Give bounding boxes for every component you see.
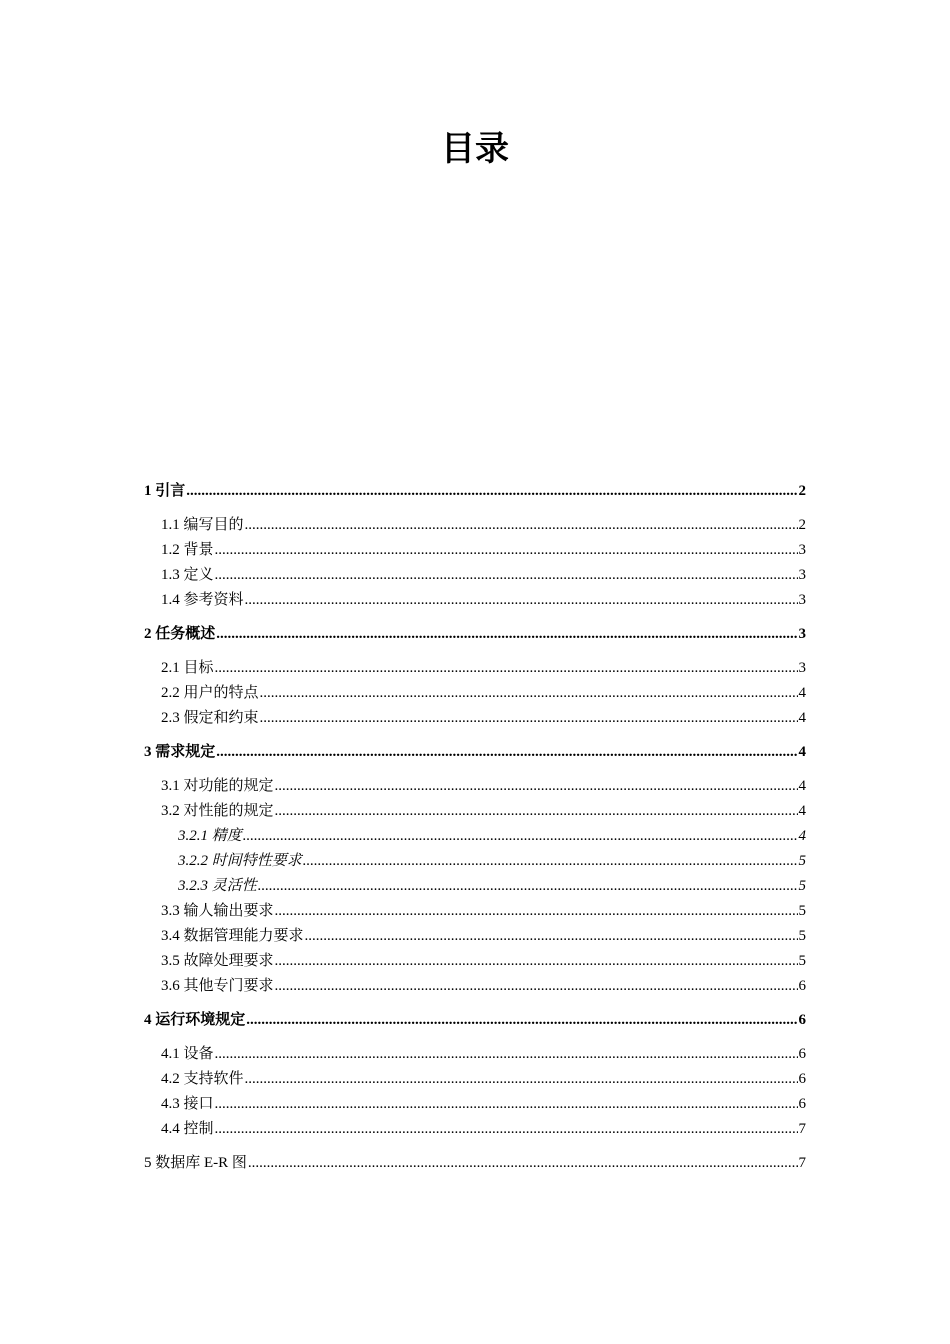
toc-entry-label: 2.1 目标 — [161, 660, 214, 676]
toc-entry-page: 4 — [798, 778, 806, 794]
toc-dot-leader — [186, 479, 797, 504]
toc-dot-leader — [215, 1042, 798, 1067]
toc-entry-label: 3.5 故障处理要求 — [161, 953, 274, 969]
toc-dot-leader — [275, 949, 798, 974]
toc-dot-leader — [275, 899, 798, 924]
toc-entry-page: 6 — [798, 1096, 806, 1112]
toc-entry[interactable] — [144, 799, 806, 824]
toc-entry-page: 4 — [798, 685, 806, 701]
toc-entry[interactable] — [144, 740, 806, 765]
toc-entry-page: 2 — [798, 483, 806, 499]
toc-dot-leader — [275, 974, 798, 999]
toc-entry-label: 1.2 背景 — [161, 542, 214, 558]
toc-entry-label: 2 任务概述 — [144, 626, 216, 642]
toc-entry[interactable] — [144, 1092, 806, 1117]
toc-entry-label: 3.2.3 灵活性 — [178, 878, 257, 894]
page-title: 目录 — [441, 129, 509, 169]
toc-entry[interactable] — [144, 479, 806, 504]
toc-entry-label: 4.4 控制 — [161, 1121, 214, 1137]
toc-entry[interactable] — [144, 681, 806, 706]
toc-entry[interactable] — [144, 874, 806, 899]
table-of-contents — [144, 479, 806, 1176]
toc-dot-leader — [245, 1067, 798, 1092]
toc-entry-page: 4 — [798, 803, 806, 819]
toc-entry-page: 7 — [798, 1155, 806, 1171]
toc-dot-leader — [258, 874, 798, 899]
toc-entry-label: 1 引言 — [144, 483, 186, 499]
toc-entry[interactable] — [144, 1008, 806, 1033]
toc-entry[interactable] — [144, 774, 806, 799]
toc-entry-page: 7 — [798, 1121, 806, 1137]
toc-entry-page: 3 — [798, 542, 806, 558]
toc-entry[interactable] — [144, 1117, 806, 1142]
toc-entry-label: 3.3 输人输出要求 — [161, 903, 274, 919]
toc-entry-label: 2.3 假定和约束 — [161, 710, 259, 726]
toc-entry[interactable] — [144, 1067, 806, 1092]
toc-entry-page: 6 — [798, 1071, 806, 1087]
toc-dot-leader — [260, 681, 798, 706]
toc-entry[interactable] — [144, 1151, 806, 1176]
toc-dot-leader — [243, 824, 798, 849]
toc-dot-leader — [215, 1092, 798, 1117]
toc-entry-page: 5 — [798, 878, 806, 894]
toc-dot-leader — [245, 588, 798, 613]
toc-dot-leader — [215, 538, 798, 563]
toc-entry-page: 3 — [798, 626, 806, 642]
toc-entry[interactable] — [144, 706, 806, 731]
toc-entry-page: 3 — [798, 567, 806, 583]
toc-dot-leader — [248, 1151, 798, 1176]
toc-dot-leader — [260, 706, 798, 731]
toc-entry-label: 3.2 对性能的规定 — [161, 803, 274, 819]
toc-entry[interactable] — [144, 588, 806, 613]
toc-entry[interactable] — [144, 538, 806, 563]
toc-entry-page: 3 — [798, 660, 806, 676]
toc-entry-page: 5 — [798, 853, 806, 869]
toc-entry-page: 5 — [798, 953, 806, 969]
toc-entry-page: 6 — [798, 1012, 806, 1028]
toc-entry-page: 5 — [798, 928, 806, 944]
toc-entry-page: 6 — [798, 978, 806, 994]
toc-entry[interactable] — [144, 824, 806, 849]
toc-entry-label: 4.2 支持软件 — [161, 1071, 244, 1087]
toc-dot-leader — [246, 1008, 797, 1033]
toc-entry-label: 3.6 其他专门要求 — [161, 978, 274, 994]
toc-entry-label: 3.4 数据管理能力要求 — [161, 928, 304, 944]
toc-entry-label: 1.3 定义 — [161, 567, 214, 583]
toc-entry-label: 5 数据库 E-R 图 — [144, 1155, 247, 1171]
toc-entry-page: 5 — [798, 903, 806, 919]
toc-dot-leader — [215, 1117, 798, 1142]
toc-entry-label: 1.4 参考资料 — [161, 592, 244, 608]
toc-entry-page: 4 — [798, 744, 806, 760]
toc-entry-label: 4 运行环境规定 — [144, 1012, 246, 1028]
toc-entry-label: 4.3 接口 — [161, 1096, 214, 1112]
toc-dot-leader — [215, 563, 798, 588]
toc-dot-leader — [215, 656, 798, 681]
toc-entry-page: 2 — [798, 517, 806, 533]
toc-entry-page: 3 — [798, 592, 806, 608]
toc-entry-label: 3.1 对功能的规定 — [161, 778, 274, 794]
toc-entry-page: 4 — [798, 828, 806, 844]
toc-entry[interactable] — [144, 1042, 806, 1067]
toc-entry-label: 1.1 编写目的 — [161, 517, 244, 533]
toc-dot-leader — [275, 774, 798, 799]
toc-entry-label: 3 需求规定 — [144, 744, 216, 760]
toc-entry[interactable] — [144, 949, 806, 974]
toc-entry[interactable] — [144, 622, 806, 647]
toc-entry-label: 4.1 设备 — [161, 1046, 214, 1062]
toc-entry[interactable] — [144, 899, 806, 924]
toc-entry-label: 3.2.1 精度 — [178, 828, 242, 844]
toc-entry-label: 3.2.2 时间特性要求 — [178, 853, 302, 869]
toc-dot-leader — [216, 622, 797, 647]
toc-entry-label: 2.2 用户的特点 — [161, 685, 259, 701]
toc-dot-leader — [216, 740, 797, 765]
toc-dot-leader — [245, 513, 798, 538]
toc-dot-leader — [305, 924, 798, 949]
toc-entry[interactable] — [144, 974, 806, 999]
toc-entry[interactable] — [144, 513, 806, 538]
toc-entry[interactable] — [144, 563, 806, 588]
toc-dot-leader — [303, 849, 798, 874]
toc-dot-leader — [275, 799, 798, 824]
toc-entry-page: 6 — [798, 1046, 806, 1062]
toc-entry[interactable] — [144, 924, 806, 949]
toc-entry[interactable] — [144, 849, 806, 874]
toc-entry[interactable] — [144, 656, 806, 681]
toc-entry-page: 4 — [798, 710, 806, 726]
